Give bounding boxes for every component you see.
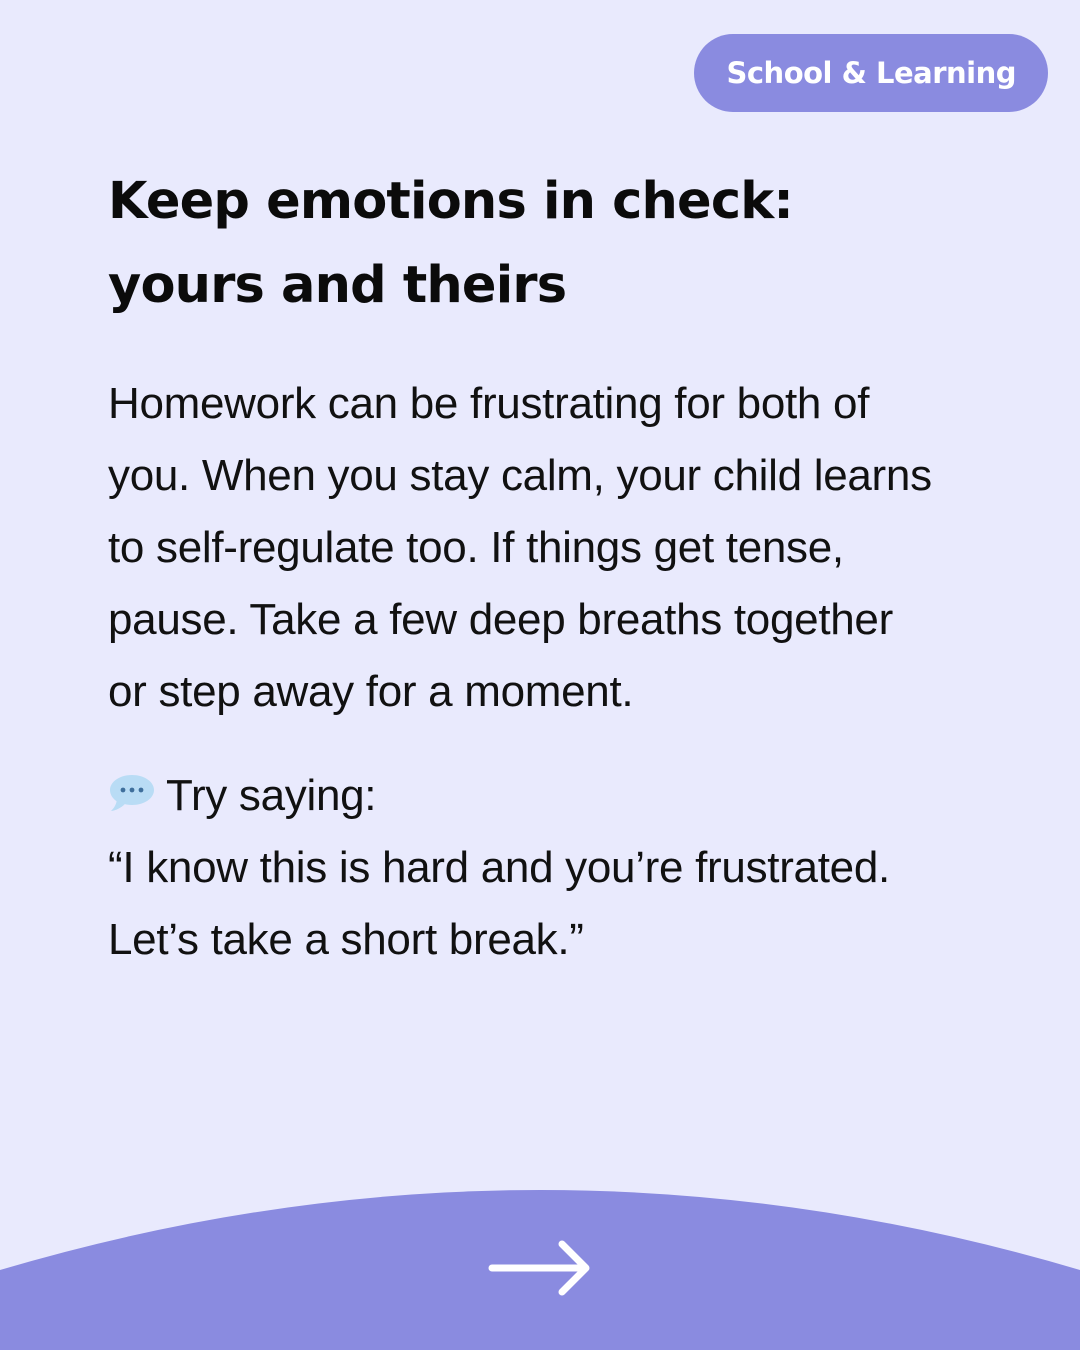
page-title-line-1: Keep emotions in check: bbox=[108, 172, 793, 231]
tip-label: Try saying: bbox=[166, 771, 377, 820]
body-line: you. When you stay calm, your child learns bbox=[108, 451, 932, 500]
body-line: Homework can be frustrating for both of bbox=[108, 379, 870, 428]
arrow-right-icon bbox=[480, 1230, 600, 1306]
body-paragraph bbox=[108, 368, 988, 728]
quote-line: “I know this is hard and you’re frustrated. bbox=[108, 843, 890, 892]
quote-line: Let’s take a short break.” bbox=[108, 915, 584, 964]
page-title bbox=[108, 160, 968, 328]
body-line: pause. Take a few deep breaths together bbox=[108, 595, 893, 644]
tip-section bbox=[108, 760, 1008, 976]
page-title-line-2: yours and theirs bbox=[108, 256, 567, 315]
body-line: or step away for a moment. bbox=[108, 667, 634, 716]
speech-bubble-icon bbox=[108, 769, 156, 817]
category-badge: School & Learning bbox=[694, 34, 1048, 112]
body-line: to self-regulate too. If things get tense, bbox=[108, 523, 844, 572]
tip-heading bbox=[108, 760, 1008, 832]
tip-quote bbox=[108, 832, 1008, 976]
next-button[interactable] bbox=[480, 1230, 600, 1306]
